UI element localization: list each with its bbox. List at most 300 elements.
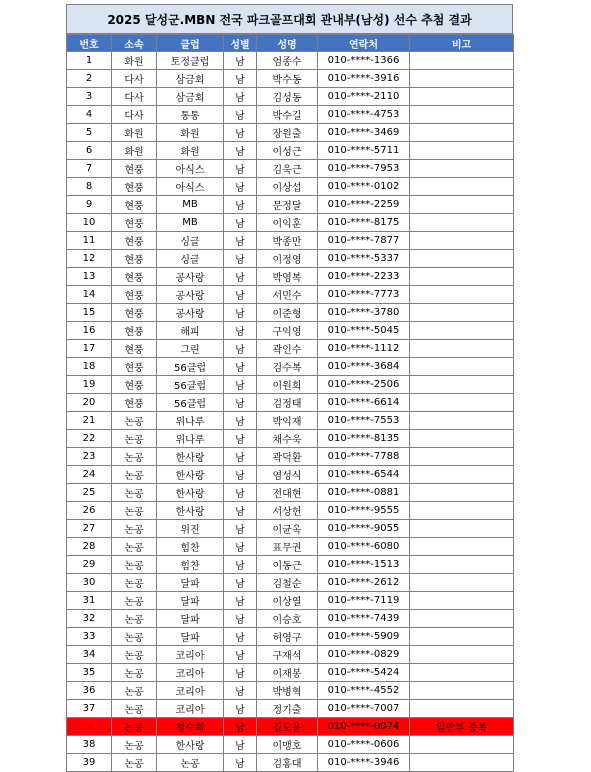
cell-contact: 010-****-7007 [318,700,410,718]
cell-number: 21 [67,412,112,430]
table-row [67,502,514,520]
cell-number: 24 [67,466,112,484]
cell-number: 5 [67,124,112,142]
cell-remarks [410,124,514,142]
cell-name: 채수욱 [257,430,318,448]
cell-name: 이상열 [257,592,318,610]
cell-name: 이준형 [257,304,318,322]
results-table [66,34,514,772]
cell-contact: 010-****-7773 [318,286,410,304]
cell-name: 곽덕환 [257,448,318,466]
cell-affiliation: 논공 [112,430,157,448]
cell-remarks [410,286,514,304]
cell-affiliation: 현풍 [112,196,157,214]
cell-gender: 남 [224,88,257,106]
cell-gender: 남 [224,484,257,502]
cell-name: 김철순 [257,574,318,592]
cell-affiliation: 논공 [112,736,157,754]
cell-contact: 010-****-6080 [318,538,410,556]
table-row [67,646,514,664]
cell-affiliation: 논공 [112,682,157,700]
table-row [67,700,514,718]
cell-remarks [410,592,514,610]
cell-affiliation: 논공 [112,448,157,466]
sheet-title: 2025 달성군.MBN 전국 파크골프대회 관내부(남성) 선수 추첨 결과 [66,4,513,34]
cell-remarks [410,178,514,196]
cell-number: 27 [67,520,112,538]
cell-club: 56클럽 [157,376,224,394]
cell-affiliation: 현풍 [112,340,157,358]
cell-name: 장원출 [257,124,318,142]
cell-gender: 남 [224,196,257,214]
cell-number: 17 [67,340,112,358]
cell-number: 10 [67,214,112,232]
cell-remarks [410,88,514,106]
cell-remarks [410,700,514,718]
cell-gender: 남 [224,682,257,700]
cell-club: 코리아 [157,664,224,682]
cell-name: 서상헌 [257,502,318,520]
header-name: 성명 [257,35,318,52]
cell-gender: 남 [224,664,257,682]
cell-club: 삼금회 [157,88,224,106]
cell-club: 위진 [157,520,224,538]
cell-club: 한사랑 [157,502,224,520]
cell-contact: 010-****-2110 [318,88,410,106]
cell-name: 전대현 [257,484,318,502]
cell-number: 18 [67,358,112,376]
cell-club: 한사랑 [157,736,224,754]
cell-contact: 010-****-7119 [318,592,410,610]
cell-gender: 남 [224,466,257,484]
cell-number: 22 [67,430,112,448]
cell-contact: 010-****-5045 [318,322,410,340]
cell-gender: 남 [224,502,257,520]
cell-club: 공사랑 [157,286,224,304]
cell-name: 박종만 [257,232,318,250]
table-row [67,304,514,322]
cell-gender: 남 [224,106,257,124]
cell-contact: 010-****-0829 [318,646,410,664]
cell-contact: 010-****-7553 [318,412,410,430]
cell-gender: 남 [224,718,257,736]
cell-number: 35 [67,664,112,682]
cell-name: 문정달 [257,196,318,214]
cell-affiliation: 논공 [112,484,157,502]
cell-name: 표무권 [257,538,318,556]
table-row [67,286,514,304]
cell-affiliation: 화원 [112,124,157,142]
header-row [67,35,514,52]
cell-contact: 010-****-1366 [318,52,410,70]
cell-name: 곽인수 [257,340,318,358]
cell-number: - [67,718,112,736]
cell-remarks [410,322,514,340]
cell-club: 달파 [157,574,224,592]
cell-name: 구익영 [257,322,318,340]
cell-number: 4 [67,106,112,124]
cell-remarks [410,430,514,448]
cell-contact: 010-****-4552 [318,682,410,700]
cell-contact: 010-****-7439 [318,610,410,628]
header-remarks: 비고 [410,35,514,52]
cell-club: 논공 [157,754,224,772]
cell-number: 28 [67,538,112,556]
table-row [67,322,514,340]
cell-affiliation: 논공 [112,700,157,718]
table-row [67,394,514,412]
cell-club: 56클럽 [157,358,224,376]
cell-club: 싱글 [157,250,224,268]
cell-name: 김성동 [257,88,318,106]
cell-contact: 010-****-0102 [318,178,410,196]
cell-gender: 남 [224,628,257,646]
cell-contact: 010-****-3684 [318,358,410,376]
cell-remarks [410,358,514,376]
cell-remarks [410,376,514,394]
cell-club: 코리아 [157,700,224,718]
cell-affiliation: 현풍 [112,286,157,304]
cell-affiliation: 현풍 [112,160,157,178]
table-row [67,52,514,70]
cell-contact: 010-****-8135 [318,430,410,448]
cell-contact: 010-****-5424 [318,664,410,682]
cell-contact: 010-****-2506 [318,376,410,394]
cell-club: 힘찬 [157,556,224,574]
cell-gender: 남 [224,304,257,322]
cell-remarks [410,502,514,520]
cell-club: 공사랑 [157,304,224,322]
cell-remarks [410,538,514,556]
cell-contact: 010-****-5909 [318,628,410,646]
cell-remarks [410,196,514,214]
cell-club: 토정클럽 [157,52,224,70]
cell-club: 해피 [157,322,224,340]
cell-gender: 남 [224,358,257,376]
cell-number: 34 [67,646,112,664]
cell-affiliation: 다사 [112,106,157,124]
cell-contact: 010-****-0074 [318,718,410,736]
cell-remarks [410,340,514,358]
cell-contact: 010-****-9555 [318,502,410,520]
table-row [67,196,514,214]
cell-club: 코리아 [157,682,224,700]
cell-number: 15 [67,304,112,322]
cell-name: 구재석 [257,646,318,664]
cell-affiliation: 현풍 [112,358,157,376]
header-contact: 연락처 [318,35,410,52]
cell-gender: 남 [224,160,257,178]
cell-remarks [410,628,514,646]
cell-name: 박익재 [257,412,318,430]
cell-gender: 남 [224,736,257,754]
cell-name: 이익훈 [257,214,318,232]
cell-number: 11 [67,232,112,250]
cell-affiliation: 화원 [112,52,157,70]
cell-contact: 010-****-6544 [318,466,410,484]
cell-contact: 010-****-2259 [318,196,410,214]
cell-number: 31 [67,592,112,610]
cell-club: 달파 [157,610,224,628]
cell-remarks [410,268,514,286]
cell-affiliation: 논공 [112,412,157,430]
cell-remarks [410,574,514,592]
cell-name: 이재봉 [257,664,318,682]
cell-affiliation: 현풍 [112,376,157,394]
header-club: 클럽 [157,35,224,52]
table-row [67,340,514,358]
cell-contact: 010-****-6614 [318,394,410,412]
cell-contact: 010-****-7877 [318,232,410,250]
cell-club: MB [157,196,224,214]
cell-contact: 010-****-7788 [318,448,410,466]
cell-club: 56클럽 [157,394,224,412]
cell-contact: 010-****-3946 [318,754,410,772]
cell-club: 아식스 [157,178,224,196]
table-row [67,574,514,592]
cell-remarks [410,106,514,124]
table-row [67,556,514,574]
table-row [67,448,514,466]
cell-affiliation: 논공 [112,574,157,592]
cell-affiliation: 논공 [112,754,157,772]
cell-contact: 010-****-4753 [318,106,410,124]
cell-name: 이승호 [257,610,318,628]
cell-affiliation: 논공 [112,628,157,646]
cell-gender: 남 [224,610,257,628]
cell-number: 33 [67,628,112,646]
cell-number: 2 [67,70,112,88]
cell-name: 김도윤 [257,718,318,736]
table-row [67,664,514,682]
cell-affiliation: 현풍 [112,250,157,268]
table-row [67,214,514,232]
cell-remarks [410,304,514,322]
cell-name: 김정태 [257,394,318,412]
cell-number: 19 [67,376,112,394]
cell-name: 이원희 [257,376,318,394]
table-row [67,88,514,106]
cell-affiliation: 현풍 [112,304,157,322]
cell-gender: 남 [224,322,257,340]
cell-remarks [410,664,514,682]
cell-name: 박영복 [257,268,318,286]
table-row [67,268,514,286]
cell-number: 30 [67,574,112,592]
cell-number: 6 [67,142,112,160]
cell-contact: 010-****-3916 [318,70,410,88]
cell-club: 위나루 [157,412,224,430]
cell-affiliation: 논공 [112,520,157,538]
cell-gender: 남 [224,142,257,160]
cell-number: 38 [67,736,112,754]
cell-affiliation: 현풍 [112,394,157,412]
cell-remarks [410,214,514,232]
cell-number: 9 [67,196,112,214]
table-row [67,124,514,142]
cell-number: 39 [67,754,112,772]
cell-affiliation: 논공 [112,610,157,628]
table-row [67,628,514,646]
cell-remarks [410,466,514,484]
cell-number: 29 [67,556,112,574]
cell-number: 36 [67,682,112,700]
cell-gender: 남 [224,70,257,88]
cell-affiliation: 현풍 [112,322,157,340]
cell-name: 박수동 [257,70,318,88]
cell-name: 이성근 [257,142,318,160]
cell-gender: 남 [224,124,257,142]
cell-club: 그린 [157,340,224,358]
cell-number: 25 [67,484,112,502]
cell-remarks [410,682,514,700]
cell-club: 통통 [157,106,224,124]
cell-affiliation: 현풍 [112,232,157,250]
cell-club: 싱글 [157,232,224,250]
cell-club: 한사랑 [157,448,224,466]
cell-name: 김욱근 [257,160,318,178]
cell-remarks [410,412,514,430]
cell-affiliation: 논공 [112,502,157,520]
cell-name: 박병혁 [257,682,318,700]
cell-club: 청수회 [157,718,224,736]
cell-remarks [410,736,514,754]
header-gender: 성별 [224,35,257,52]
cell-club: 공사랑 [157,268,224,286]
cell-contact: 010-****-0606 [318,736,410,754]
cell-contact: 010-****-5337 [318,250,410,268]
cell-contact: 010-****-2233 [318,268,410,286]
cell-club: 삼금회 [157,70,224,88]
cell-contact: 010-****-1513 [318,556,410,574]
cell-name: 박수길 [257,106,318,124]
cell-number: 16 [67,322,112,340]
cell-remarks [410,394,514,412]
cell-remarks [410,142,514,160]
cell-remarks [410,610,514,628]
sheet [66,4,513,772]
cell-name: 이균옥 [257,520,318,538]
cell-gender: 남 [224,52,257,70]
cell-affiliation: 논공 [112,646,157,664]
cell-gender: 남 [224,268,257,286]
cell-name: 이정영 [257,250,318,268]
table-row [67,430,514,448]
cell-club: MB [157,214,224,232]
cell-gender: 남 [224,286,257,304]
table-row [67,70,514,88]
cell-club: 힘찬 [157,538,224,556]
table-row [67,250,514,268]
cell-club: 아식스 [157,160,224,178]
cell-club: 화원 [157,142,224,160]
cell-number: 14 [67,286,112,304]
cell-club: 화원 [157,124,224,142]
cell-contact: 010-****-3469 [318,124,410,142]
cell-contact: 010-****-7953 [318,160,410,178]
cell-number: 3 [67,88,112,106]
cell-remarks [410,646,514,664]
cell-gender: 남 [224,376,257,394]
cell-gender: 남 [224,232,257,250]
cell-gender: 남 [224,394,257,412]
cell-affiliation: 현풍 [112,178,157,196]
cell-number: 7 [67,160,112,178]
cell-gender: 남 [224,430,257,448]
header-affiliation: 소속 [112,35,157,52]
cell-gender: 남 [224,754,257,772]
cell-gender: 남 [224,412,257,430]
cell-name: 염성식 [257,466,318,484]
cell-remarks [410,754,514,772]
cell-affiliation: 논공 [112,592,157,610]
cell-club: 한사랑 [157,484,224,502]
cell-affiliation: 현풍 [112,214,157,232]
table-row [67,610,514,628]
table-row [67,358,514,376]
cell-contact: 010-****-5711 [318,142,410,160]
cell-remarks [410,160,514,178]
cell-name: 엄종수 [257,52,318,70]
cell-gender: 남 [224,340,257,358]
cell-gender: 남 [224,592,257,610]
table-row [67,232,514,250]
cell-number: 20 [67,394,112,412]
cell-gender: 남 [224,646,257,664]
cell-affiliation: 논공 [112,664,157,682]
cell-affiliation: 다사 [112,70,157,88]
cell-gender: 남 [224,538,257,556]
table-row [67,178,514,196]
cell-remarks [410,556,514,574]
table-row [67,412,514,430]
cell-name: 서민수 [257,286,318,304]
cell-name: 이상섭 [257,178,318,196]
cell-gender: 남 [224,178,257,196]
cell-contact: 010-****-8175 [318,214,410,232]
header-number: 번호 [67,35,112,52]
cell-number: 12 [67,250,112,268]
table-row [67,682,514,700]
table-body [67,52,514,772]
cell-remarks: 일반부 중복 [410,718,514,736]
table-row [67,466,514,484]
cell-gender: 남 [224,448,257,466]
cell-affiliation: 논공 [112,466,157,484]
cell-remarks [410,52,514,70]
table-row [67,484,514,502]
table-row [67,376,514,394]
cell-contact: 010-****-3780 [318,304,410,322]
cell-remarks [410,484,514,502]
cell-affiliation: 현풍 [112,268,157,286]
cell-club: 위나루 [157,430,224,448]
cell-number: 26 [67,502,112,520]
cell-name: 김홍대 [257,754,318,772]
table-row [67,520,514,538]
table-row [67,754,514,772]
cell-affiliation: 논공 [112,538,157,556]
cell-affiliation: 논공 [112,718,157,736]
cell-gender: 남 [224,700,257,718]
cell-remarks [410,250,514,268]
cell-club: 달파 [157,592,224,610]
cell-gender: 남 [224,556,257,574]
cell-number: 8 [67,178,112,196]
table-row [67,160,514,178]
cell-affiliation: 논공 [112,556,157,574]
cell-name: 김수복 [257,358,318,376]
